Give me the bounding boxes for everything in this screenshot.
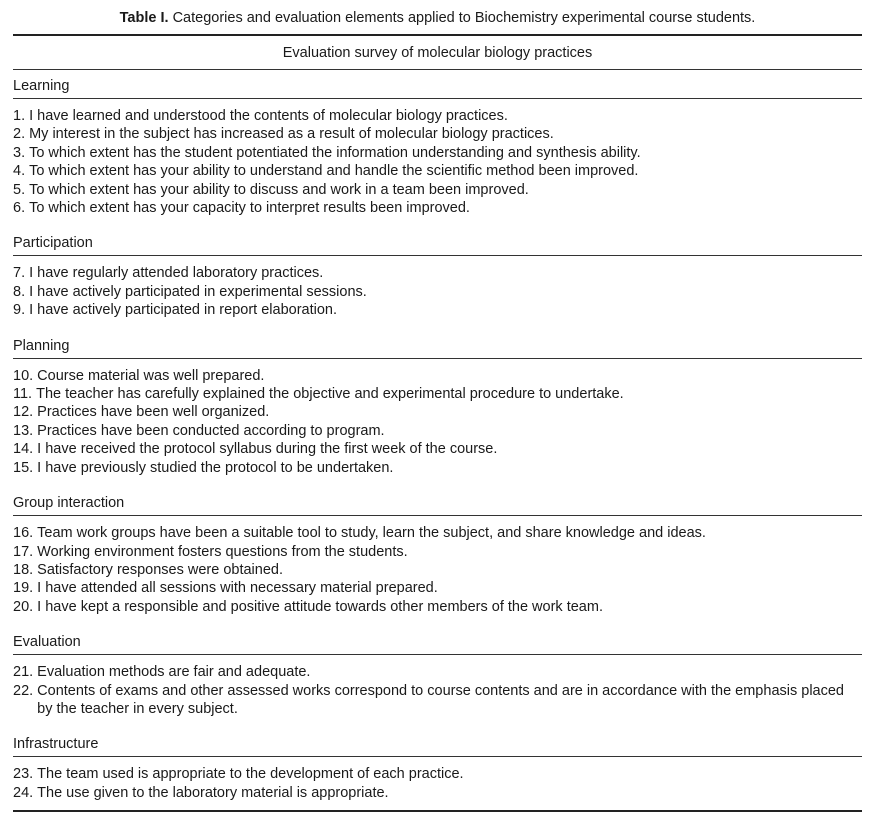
item-number: 19. <box>13 580 34 597</box>
list-item <box>13 181 862 199</box>
category-heading: Infrastructure <box>13 736 99 753</box>
item-text: The team used is appropriate to the development of each practice. <box>37 766 464 783</box>
item-text: To which extent has your capacity to interpret results been improved. <box>29 200 470 217</box>
item-number: 10. <box>13 367 34 384</box>
bottom-rule <box>13 810 862 812</box>
list-item <box>13 663 862 681</box>
list-item <box>13 385 862 403</box>
item-number: 12. <box>13 404 34 421</box>
list-item <box>13 579 862 597</box>
list-item <box>13 107 862 125</box>
item-text: Contents of exams and other assessed works correspond to course contents and are in accordance with the emphasis placed by the teacher in every subject. <box>37 682 844 717</box>
list-item <box>13 144 862 162</box>
item-text: I have actively participated in report elaboration. <box>29 302 337 319</box>
item-number: 7. <box>13 265 26 282</box>
list-item <box>13 784 862 802</box>
category-heading: Group interaction <box>13 495 125 512</box>
item-number: 14. <box>13 441 34 458</box>
item-number: 11. <box>13 386 33 403</box>
item-number: 3. <box>13 144 26 161</box>
item-text: The teacher has carefully explained the objective and experimental procedure to undertake. <box>36 386 624 403</box>
item-text: My interest in the subject has increased as a result of molecular biology practices. <box>29 126 554 143</box>
list-item <box>13 162 862 180</box>
item-text: I have kept a responsible and positive attitude towards other members of the work team. <box>37 598 603 615</box>
item-number: 24. <box>13 784 34 801</box>
item-text: To which extent has your ability to understand and handle the scientific method been improved. <box>29 163 639 180</box>
item-number: 2. <box>13 126 26 143</box>
item-number: 1. <box>13 108 26 124</box>
item-text: Course material was well prepared. <box>37 367 265 384</box>
category-heading: Learning <box>13 78 70 94</box>
category-items <box>13 359 862 487</box>
list-item <box>13 301 862 319</box>
item-number: 17. <box>13 543 34 560</box>
item-number: 22. <box>13 682 34 699</box>
list-item <box>13 459 862 477</box>
category-heading: Participation <box>13 235 93 252</box>
item-text: I have attended all sessions with necessary material prepared. <box>37 580 438 597</box>
list-item <box>13 264 862 282</box>
category-items <box>13 655 862 728</box>
item-number: 9. <box>13 302 26 319</box>
list-item <box>13 561 862 579</box>
category-list <box>13 70 862 810</box>
item-text: I have learned and understood the contents of molecular biology practices. <box>29 108 508 124</box>
category-heading: Evaluation <box>13 634 81 651</box>
list-item <box>13 403 862 421</box>
item-number: 13. <box>13 422 34 439</box>
item-text: I have actively participated in experimental sessions. <box>29 283 367 300</box>
item-text: Evaluation methods are fair and adequate. <box>37 664 311 681</box>
item-number: 15. <box>13 459 34 476</box>
item-text: To which extent has your ability to discuss and work in a team been improved. <box>29 181 529 198</box>
item-number: 6. <box>13 200 26 217</box>
item-number: 4. <box>13 163 26 180</box>
item-text: Team work groups have been a suitable tool to study, learn the subject, and share knowledge and ideas. <box>37 525 706 542</box>
list-item <box>13 367 862 385</box>
list-item <box>13 682 862 719</box>
item-number: 20. <box>13 598 34 615</box>
item-text: The use given to the laboratory material is appropriate. <box>37 784 389 801</box>
table-label: Table I. <box>119 10 169 26</box>
list-item <box>13 440 862 458</box>
item-text: Practices have been well organized. <box>37 404 270 421</box>
item-number: 23. <box>13 766 34 783</box>
list-item <box>13 125 862 143</box>
item-text: I have regularly attended laboratory practices. <box>29 265 324 282</box>
survey-title: Evaluation survey of molecular biology practices <box>282 45 593 61</box>
item-number: 21. <box>13 664 34 681</box>
item-text: I have previously studied the protocol to be undertaken. <box>37 459 394 476</box>
category-items <box>13 256 862 329</box>
item-text: Satisfactory responses were obtained. <box>37 561 283 578</box>
item-number: 18. <box>13 561 34 578</box>
list-item <box>13 524 862 542</box>
list-item <box>13 283 862 301</box>
list-item <box>13 199 862 217</box>
category-items <box>13 99 862 227</box>
list-item <box>13 598 862 616</box>
item-number: 16. <box>13 525 34 542</box>
list-item <box>13 765 862 783</box>
table-caption-text: Categories and evaluation elements applied to Biochemistry experimental course students. <box>172 10 756 26</box>
item-text: To which extent has the student potentiated the information understanding and synthesis ability. <box>29 144 641 161</box>
item-text: Working environment fosters questions from the students. <box>37 543 408 560</box>
item-text: Practices have been conducted according to program. <box>37 422 385 439</box>
survey-table <box>13 8 862 812</box>
category-items <box>13 757 862 810</box>
item-number: 8. <box>13 283 26 300</box>
list-item <box>13 422 862 440</box>
item-text: I have received the protocol syllabus during the first week of the course. <box>37 441 498 458</box>
category-items <box>13 516 862 626</box>
table-caption <box>13 8 862 34</box>
category-heading: Planning <box>13 337 70 354</box>
item-number: 5. <box>13 181 26 198</box>
list-item <box>13 543 862 561</box>
